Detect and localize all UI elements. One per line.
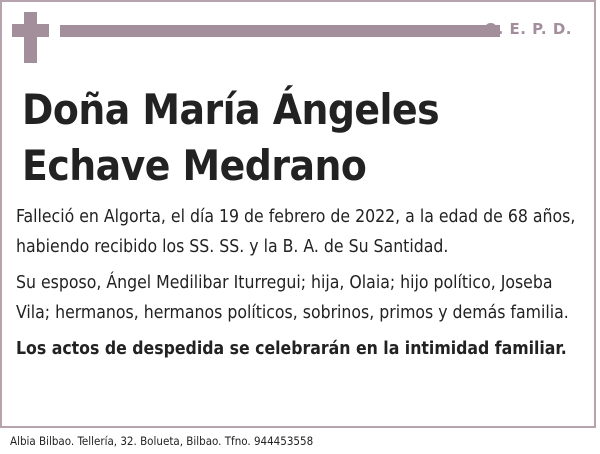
funeral-home-footer: Albia Bilbao. Tellería, 32. Bolueta, Bilbao. Tfno. 944453558 xyxy=(10,434,314,448)
deceased-name-line2: Echave Medrano xyxy=(22,141,367,190)
farewell-paragraph: Los actos de despedida se celebrarán en la intimidad familiar. xyxy=(16,339,567,359)
cross-icon-vertical xyxy=(24,12,37,63)
cross-icon-horizontal xyxy=(12,24,49,37)
deceased-name-line1: Doña María Ángeles xyxy=(22,85,440,134)
deceased-name xyxy=(22,82,439,194)
rip-label: Q. E. P. D. xyxy=(484,20,572,38)
header-divider-bar xyxy=(60,25,500,37)
family-paragraph: Su esposo, Ángel Medilibar Iturregui; hija, Olaia; hijo político, Joseba Vila; hermanos, hermanos políticos, sobrinos, primos y demás familia. xyxy=(16,273,569,323)
death-notice-paragraph: Falleció en Algorta, el día 19 de febrero de 2022, a la edad de 68 años, habiendo recibido los SS. SS. y la B. A. de Su Santidad. xyxy=(16,207,576,257)
obituary-body xyxy=(16,202,591,370)
